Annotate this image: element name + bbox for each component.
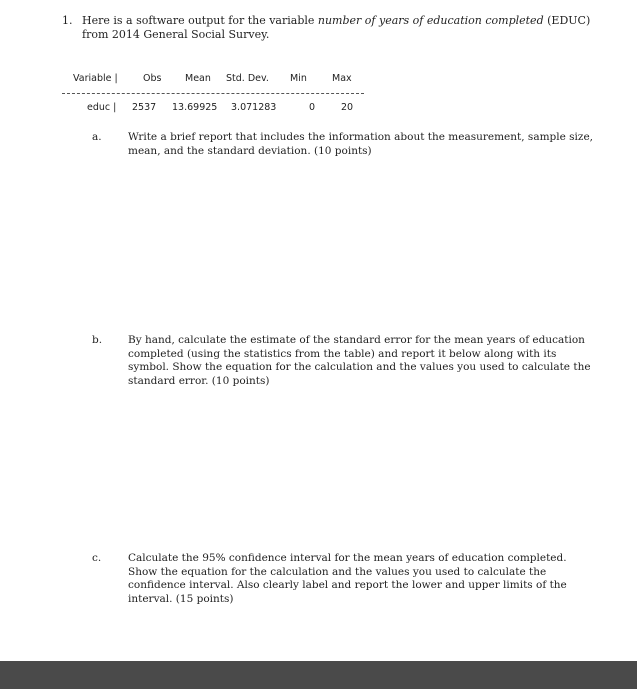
header-max: Max (332, 73, 352, 84)
question-text-end: (EDUC) from 2014 General Social Survey. (82, 14, 591, 41)
bottom-bar (0, 661, 637, 689)
header-obs: Obs (143, 73, 162, 84)
part-c-label: c. (92, 552, 102, 564)
part-a-text: Write a brief report that includes the information about the measurement, sample size, mean, and the standard deviation. (10 points) (128, 131, 593, 157)
question-prompt (82, 14, 602, 42)
question-number: 1. (62, 14, 73, 27)
part-c-text: Calculate the 95% confidence interval for the mean years of education completed. Show the equation for the calculation and the values you used to calculate the confidence interval. Also clearly label and report the lower and upper limits of the interval. (15 points) (128, 552, 567, 605)
header-variable: Variable | (73, 73, 118, 84)
cell-min: 0 (309, 102, 316, 113)
part-a-label: a. (92, 131, 102, 143)
question-text-start: Here is a software output for the variable (82, 14, 318, 27)
part-b-text: By hand, calculate the estimate of the standard error for the mean years of education completed (using the statistics from the table) and report it below along with its symbol. Show the equation for the calculation and the values you used to calculate the standard error. (10 points) (128, 334, 591, 387)
cell-max: 20 (341, 102, 354, 113)
cell-variable: educ | (87, 102, 117, 113)
question-variable-name: number of years of education completed (317, 14, 544, 27)
cell-std-dev: 3.071283 (231, 102, 277, 113)
cell-obs: 2537 (132, 102, 157, 113)
table-separator (62, 93, 364, 94)
cell-mean: 13.69925 (172, 102, 218, 113)
header-min: Min (290, 73, 307, 84)
header-mean: Mean (185, 73, 211, 84)
part-b-label: b. (92, 334, 103, 346)
header-std-dev: Std. Dev. (226, 73, 269, 84)
